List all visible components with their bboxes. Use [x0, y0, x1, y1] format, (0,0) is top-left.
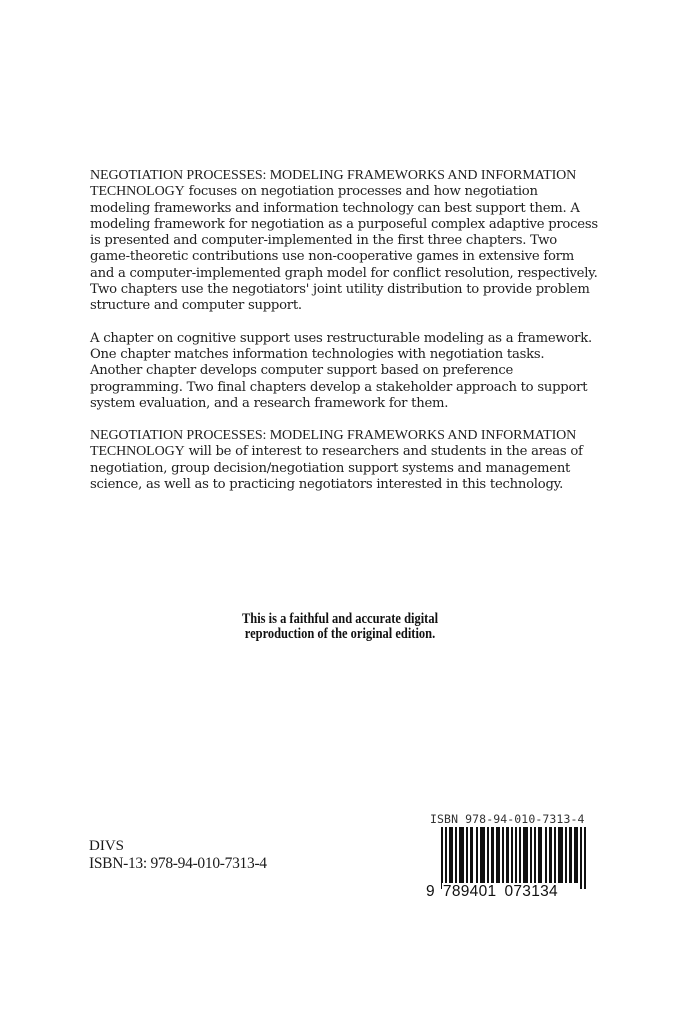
- barcode-icon: [431, 827, 595, 889]
- blurb-paragraph-1: [90, 168, 600, 315]
- barcode-digit-lead: 9: [426, 883, 435, 900]
- barcode-isbn-label: ISBN 978-94-010-7313-4: [430, 812, 585, 826]
- barcode-digit-group-1: 789401: [442, 883, 497, 900]
- reproduction-notice-line-2: reproduction of the original edition.: [244, 626, 436, 642]
- blurb-text: A chapter on cognitive support uses restructurable modeling as a framework. One chapter matches information technologies with negotiation tasks. Another chapter develops computer support based on preference programming. Two final chapters develop a stakeholder approach to support system evaluation, and a research framework for them.: [90, 330, 592, 411]
- blurb-paragraph-3: [90, 428, 600, 493]
- reproduction-notice-line-1: This is a faithful and accurate digital: [241, 611, 439, 627]
- barcode-digits: [425, 883, 559, 901]
- isbn-13-label: ISBN-13: 978-94-010-7313-4: [89, 855, 267, 872]
- publisher-code: DIVS: [89, 838, 125, 854]
- reproduction-notice: [220, 612, 461, 642]
- blurb-text: will be of interest to researchers and students in the areas of negotiation, group decision/negotiation support systems and management science, as well as to practicing negotiators interested in this technology.: [90, 444, 583, 493]
- book-title-caps: NEGOTIATION PROCESSES: MODELING FRAMEWORKS AND INFORMATION TECHNOLOGY: [90, 168, 577, 200]
- barcode-digit-group-2: 073134: [504, 883, 558, 900]
- book-title-caps: NEGOTIATION PROCESSES: MODELING FRAMEWORKS AND INFORMATION TECHNOLOGY: [90, 428, 577, 460]
- blurb-text: focuses on negotiation processes and how negotiation modeling frameworks and information technology can best support them. A modeling framework for negotiation as a purposeful complex adaptive process is presented and computer-implemented in the first three chapters. Two game-theoretic contributions use non-cooperative games in extensive form and a computer-implemented graph model for conflict resolution, respectively. Two chapters use the negotiators' joint utility distribution to provide problem structure and computer support.: [90, 184, 598, 314]
- blurb-paragraph-2: [90, 331, 600, 412]
- imprint: [89, 838, 267, 872]
- isbn-barcode: [425, 810, 605, 900]
- back-cover-blurb: [90, 168, 600, 509]
